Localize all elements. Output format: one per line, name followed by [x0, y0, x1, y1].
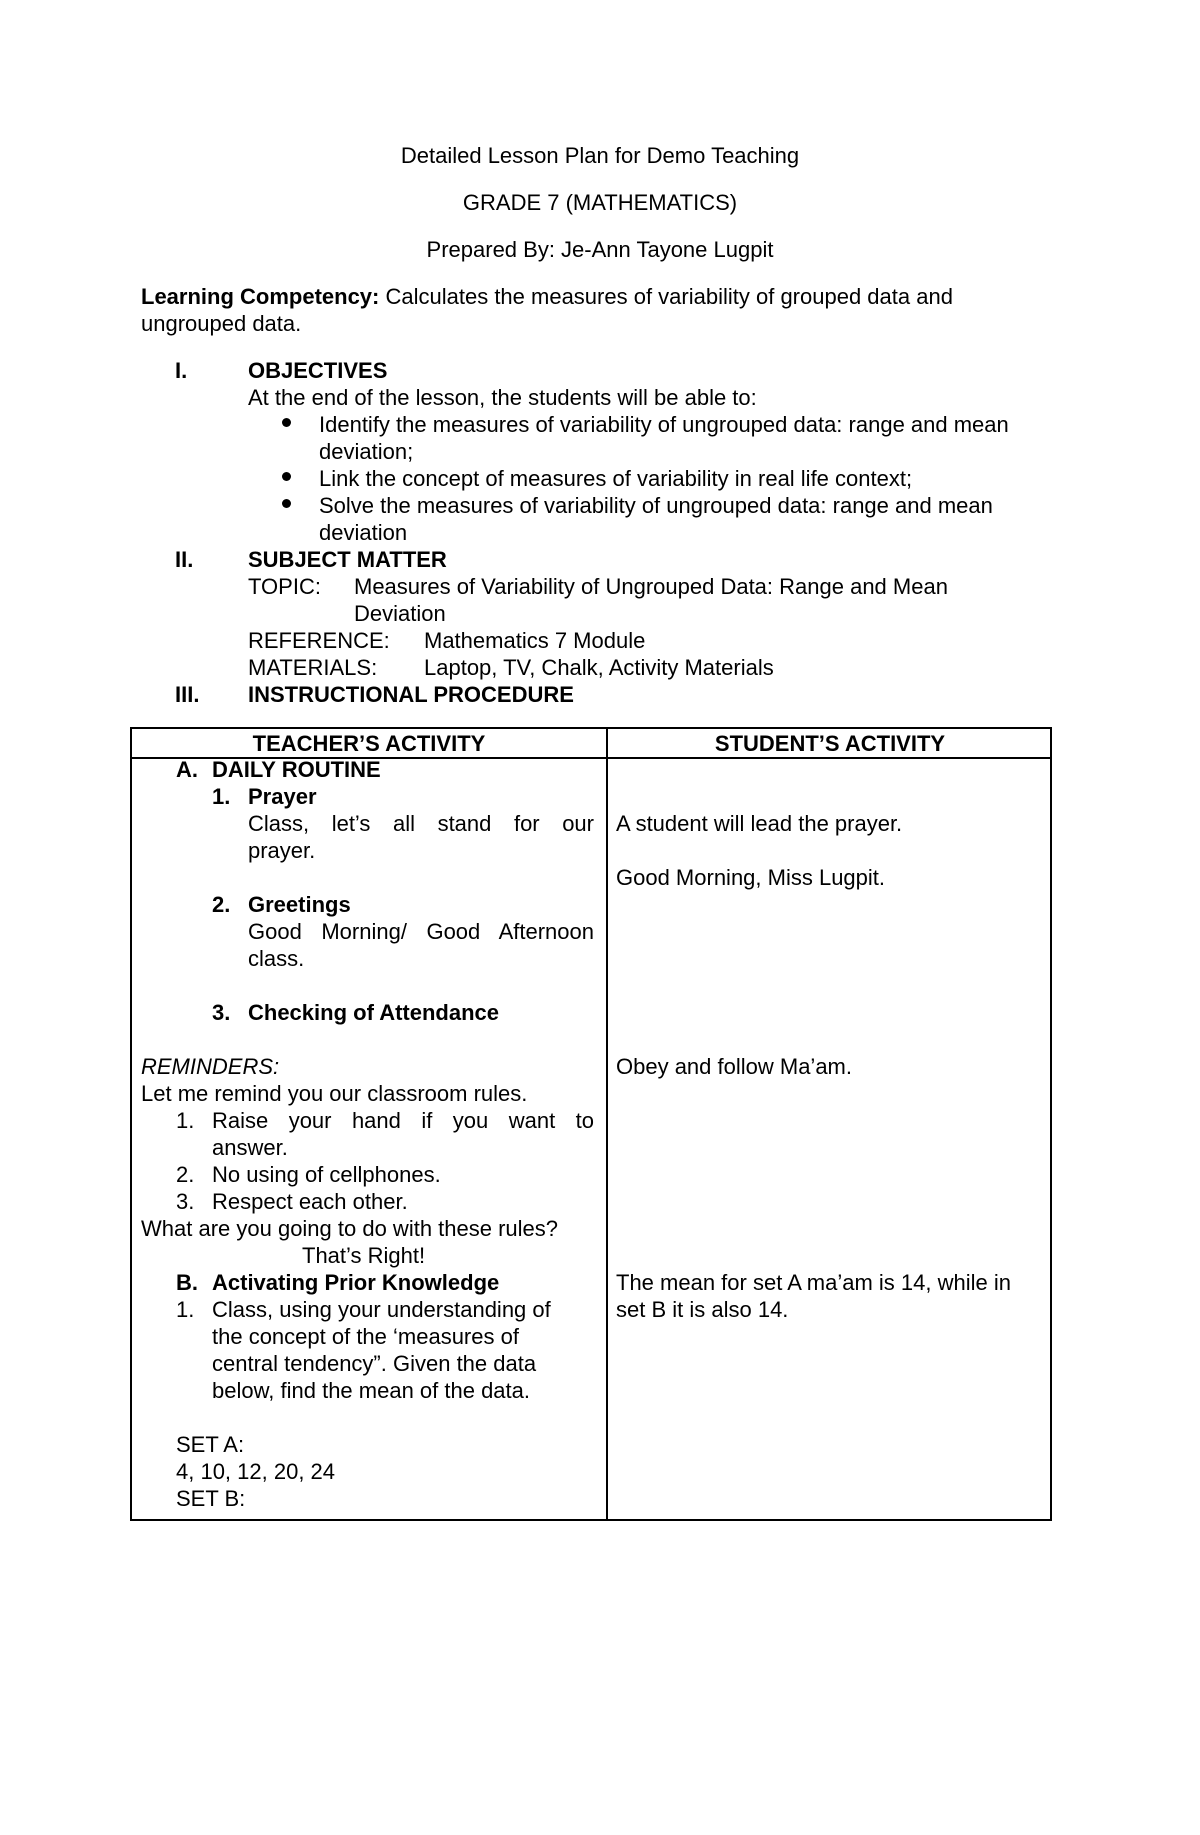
section-b-label: B.: [176, 1270, 198, 1295]
procedure-title: INSTRUCTIONAL PROCEDURE: [248, 682, 574, 707]
student-greeting-response: Good Morning, Miss Lugpit.: [616, 865, 886, 890]
b1-text-line-2: the concept of the ‘measures of: [212, 1324, 519, 1349]
thats-right-text: That’s Right!: [302, 1243, 426, 1268]
rule-1-text-cont: answer.: [212, 1135, 288, 1160]
bullet-icon: [282, 418, 291, 427]
student-rules-response: Obey and follow Ma’am.: [616, 1054, 852, 1079]
objective-bullet-1: Identify the measures of variability of ungrouped data: range and mean: [319, 412, 1009, 437]
bullet-icon: [282, 472, 291, 481]
rule-3-number: 3.: [176, 1189, 195, 1214]
attendance-title: Checking of Attendance: [248, 1000, 499, 1025]
objectives-title: OBJECTIVES: [248, 358, 388, 383]
activity-table: [130, 727, 1052, 1521]
rule-2-number: 2.: [176, 1162, 195, 1187]
b1-text-line-1: Class, using your understanding of: [212, 1297, 551, 1322]
b1-text-line-3: central tendency”. Given the data: [212, 1351, 537, 1376]
reference-label: REFERENCE:: [248, 628, 390, 653]
subject-matter-numeral: II.: [175, 547, 194, 572]
student-prayer-response: A student will lead the prayer.: [616, 811, 903, 836]
subject-matter-title: SUBJECT MATTER: [248, 547, 447, 572]
rule-1-number: 1.: [176, 1108, 195, 1133]
set-a-label: SET A:: [176, 1432, 245, 1457]
prayer-text: Class, let’s all stand for our: [248, 811, 594, 836]
topic-label: TOPIC:: [248, 574, 321, 599]
column-divider: [606, 729, 608, 1519]
attendance-number: 3.: [212, 1000, 231, 1025]
prayer-text-cont: prayer.: [248, 838, 316, 863]
b1-text-line-4: below, find the mean of the data.: [212, 1378, 531, 1403]
prepared-by: Prepared By: Je-Ann Tayone Lugpit: [426, 237, 774, 262]
competency-line-1: [141, 284, 953, 310]
procedure-numeral: III.: [175, 682, 200, 707]
student-mean-response: The mean for set A ma’am is 14, while in: [616, 1270, 1011, 1295]
rule-2-text: No using of cellphones.: [212, 1162, 441, 1187]
section-b-title: Activating Prior Knowledge: [212, 1270, 500, 1295]
reference-value: Mathematics 7 Module: [424, 628, 646, 653]
prayer-number: 1.: [212, 784, 231, 809]
objectives-numeral: I.: [175, 358, 188, 383]
objective-bullet-2: Link the concept of measures of variability in real life context;: [319, 466, 913, 491]
topic-value: Measures of Variability of Ungrouped Data: Range and Mean: [354, 574, 948, 599]
greetings-text: Good Morning/ Good Afternoon: [248, 919, 594, 944]
rules-question: What are you going to do with these rules?: [141, 1216, 559, 1241]
objectives-intro: At the end of the lesson, the students will be able to:: [248, 385, 757, 410]
b1-number: 1.: [176, 1297, 195, 1322]
reminders-heading: REMINDERS:: [141, 1054, 280, 1079]
greetings-number: 2.: [212, 892, 231, 917]
section-a-label: A.: [176, 757, 198, 782]
rule-1-text: Raise your hand if you want to: [212, 1108, 594, 1133]
student-mean-response-cont: set B it is also 14.: [616, 1297, 789, 1322]
materials-label: MATERIALS:: [248, 655, 378, 680]
set-a-values: 4, 10, 12, 20, 24: [176, 1459, 336, 1484]
materials-value: Laptop, TV, Chalk, Activity Materials: [424, 655, 774, 680]
set-b-label: SET B:: [176, 1486, 246, 1511]
competency-text-1: Calculates the measures of variability of grouped data and: [379, 284, 953, 309]
section-a-title: DAILY ROUTINE: [212, 757, 381, 782]
grade-line: GRADE 7 (MATHEMATICS): [462, 190, 738, 215]
rule-3-text: Respect each other.: [212, 1189, 408, 1214]
objective-bullet-3-cont: deviation: [319, 520, 408, 545]
objective-bullet-3: Solve the measures of variability of ungrouped data: range and mean: [319, 493, 993, 518]
greetings-title: Greetings: [248, 892, 351, 917]
bullet-icon: [282, 499, 291, 508]
competency-label: Learning Competency:: [141, 284, 380, 309]
prayer-title: Prayer: [248, 784, 317, 809]
reminders-intro: Let me remind you our classroom rules.: [141, 1081, 528, 1106]
student-activity-header: STUDENT’S ACTIVITY: [714, 731, 946, 756]
teacher-activity-header: TEACHER’S ACTIVITY: [252, 731, 486, 756]
objective-bullet-1-cont: deviation;: [319, 439, 414, 464]
competency-text-2: ungrouped data.: [141, 311, 302, 336]
topic-value-cont: Deviation: [354, 601, 446, 626]
greetings-text-cont: class.: [248, 946, 305, 971]
document-title: Detailed Lesson Plan for Demo Teaching: [400, 143, 800, 168]
